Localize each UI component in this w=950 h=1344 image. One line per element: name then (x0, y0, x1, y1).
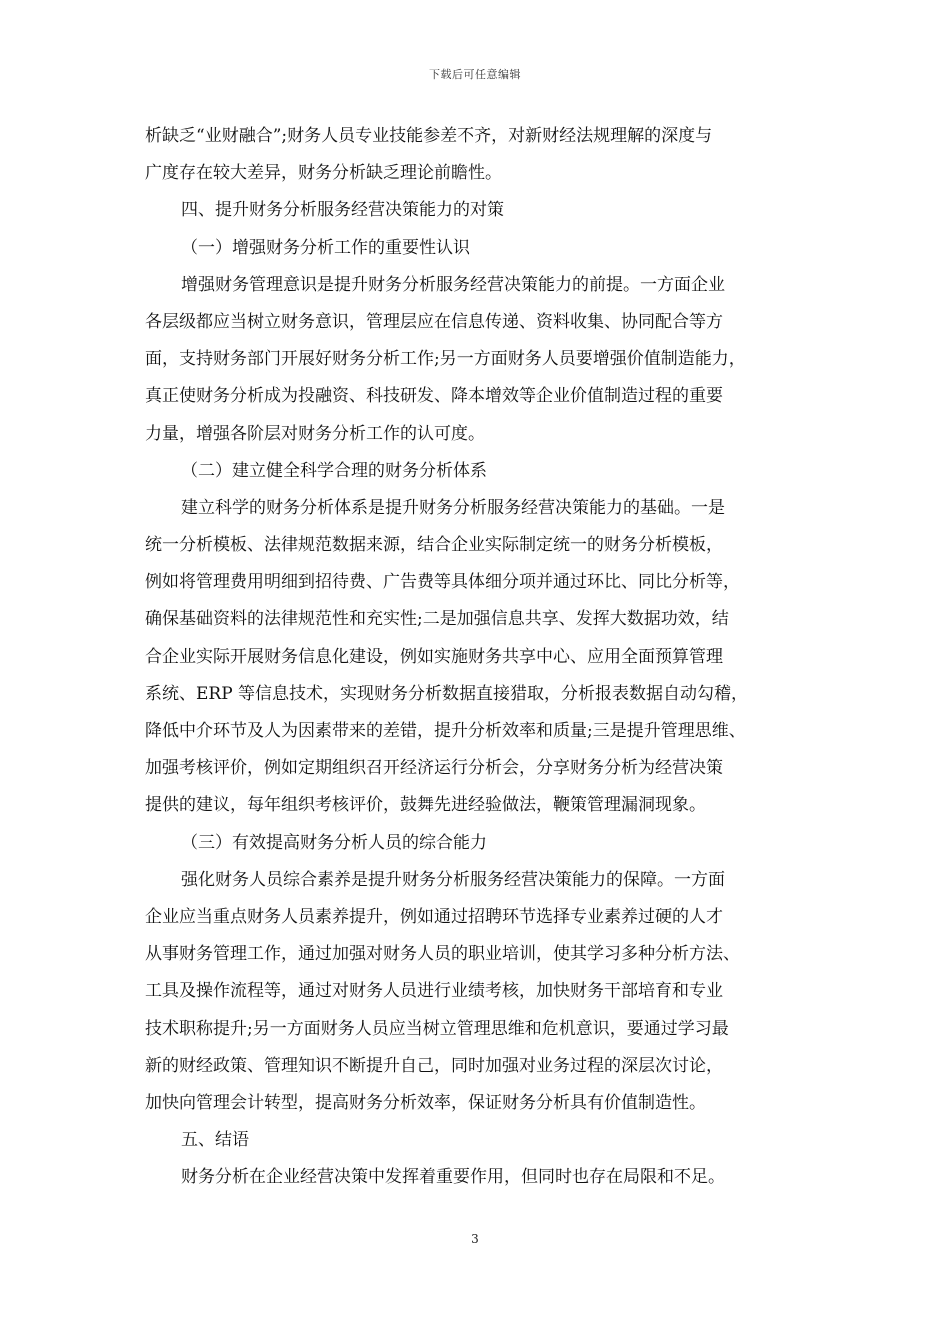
text-line: 企业应当重点财务人员素养提升，例如通过招聘环节选择专业素养过硬的人才 (145, 906, 723, 927)
text-line: 面，支持财务部门开展好财务分析工作;另一方面财务人员要增强价值制造能力， (145, 349, 746, 370)
text-line: （三）有效提高财务分析人员的综合能力 (181, 832, 487, 853)
text-line: 新的财经政策、管理知识不断提升自己，同时加强对业务过程的深层次讨论， (145, 1055, 723, 1076)
text-line: 财务分析在企业经营决策中发挥着重要作用，但同时也存在局限和不足。 (181, 1167, 725, 1188)
text-line: 工具及操作流程等，通过对财务人员进行业绩考核，加快财务干部培育和专业 (145, 981, 723, 1002)
text-line: （二）建立健全科学合理的财务分析体系 (181, 460, 487, 481)
text-line: 析缺乏“业财融合”;财务人员专业技能参差不齐，对新财经法规理解的深度与 (145, 126, 713, 146)
text-line: 增强财务管理意识是提升财务分析服务经营决策能力的前提。一方面企业 (181, 274, 725, 295)
text-line: 合企业实际开展财务信息化建设，例如实施财务共享中心、应用全面预算管理 (145, 646, 723, 667)
text-line: （一）增强财务分析工作的重要性认识 (181, 237, 470, 258)
text-line: 加快向管理会计转型，提高财务分析效率，保证财务分析具有价值制造性。 (145, 1092, 706, 1113)
text-line: 确保基础资料的法律规范性和充实性;二是加强信息共享、发挥大数据功效，结 (145, 609, 729, 630)
text-line: 强化财务人员综合素养是提升财务分析服务经营决策能力的保障。一方面 (181, 869, 725, 890)
text-line: 系统、ERP 等信息技术，实现财务分析数据直接猎取，分析报表数据自动勾稽， (145, 683, 749, 704)
text-line: 力量，增强各阶层对财务分析工作的认可度。 (145, 423, 485, 444)
text-line: 广度存在较大差异，财务分析缺乏理论前瞻性。 (145, 163, 502, 184)
text-line: 建立科学的财务分析体系是提升财务分析服务经营决策能力的基础。一是 (181, 497, 725, 518)
document-body (145, 118, 815, 1196)
text-line: 技术职称提升;另一方面财务人员应当树立管理思维和危机意识，要通过学习最 (145, 1018, 729, 1039)
text-line: 提供的建议，每年组织考核评价，鼓舞先进经验做法，鞭策管理漏洞现象。 (145, 795, 706, 816)
page-number: 3 (471, 1232, 479, 1246)
text-line: 例如将管理费用明细到招待费、广告费等具体细分项并通过环比、同比分析等， (145, 572, 740, 593)
text-line: 真正使财务分析成为投融资、科技研发、降本增效等企业价值制造过程的重要 (145, 386, 723, 407)
text-line: 加强考核评价，例如定期组织召开经济运行分析会，分享财务分析为经营决策 (145, 758, 723, 779)
text-line: 统一分析模板、法律规范数据来源，结合企业实际制定统一的财务分析模板， (145, 535, 723, 556)
page-header: 下载后可任意编辑 (429, 68, 521, 81)
text-line: 降低中介环节及人为因素带来的差错，提升分析效率和质量;三是提升管理思维、 (145, 721, 746, 741)
text-line: 四、提升财务分析服务经营决策能力的对策 (181, 200, 504, 221)
text-line: 各层级都应当树立财务意识，管理层应在信息传递、资料收集、协同配合等方 (145, 311, 723, 332)
text-line: 五、结语 (181, 1130, 249, 1151)
text-line: 从事财务管理工作，通过加强对财务人员的职业培训，使其学习多种分析方法、 (145, 944, 740, 965)
